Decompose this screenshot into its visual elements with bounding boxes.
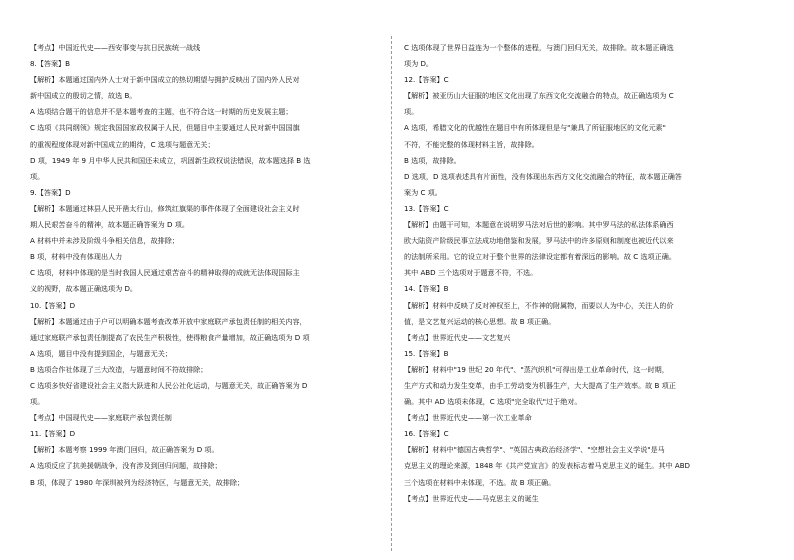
text-line: D 选项，D 选项表述具有片面性，没有体现出东西方文化交流融合的特征，故本题正确答 (404, 171, 682, 181)
text-line: 【解析】本题通过国内外人士对于新中国成立的热切期望与拥护反映出了国内外人民对 (30, 75, 300, 85)
right-column (404, 40, 774, 507)
text-line: B 选项合作社体现了三大改造，与题意时间不符故排除； (30, 364, 208, 374)
text-line: 【考点】世界近代史——文艺复兴 (404, 332, 511, 342)
text-line: 10.【答案】D (30, 300, 76, 310)
text-line: 新中国成立的殷切之情，故选 B。 (30, 91, 137, 101)
text-line: 12.【答案】C (404, 75, 449, 85)
text-line: C 选项《共同纲领》规定我国国家政权属于人民，但题目中主要通过人民对新中国国旗 (30, 123, 300, 133)
text-line: 期人民艰苦奋斗的精神，故本题正确答案为 D 项。 (30, 220, 189, 230)
text-line: 【解析】本题通过由于户可以明确本题考查改革开放中家庭联产承包责任制的相关内容， (30, 316, 307, 326)
text-line: 义的视野，故本题正确选项为 D。 (30, 284, 138, 294)
text-line: 【考点】中国现代史——家庭联产承包责任制 (30, 413, 172, 423)
text-line: 欧大陆资产阶级民事立法成功地借鉴和发展，罗马法中的许多原则和制度也被近代以来 (404, 236, 674, 246)
text-line: 11.【答案】D (30, 429, 76, 439)
text-line: 项为 D。 (404, 59, 433, 69)
text-line: 确。其中 AD 选项未体现，C 选项"完全取代"过于绝对。 (404, 397, 582, 407)
text-line: 16.【答案】C (404, 429, 449, 439)
text-line: B 选项，故排除。 (404, 155, 461, 165)
text-line: 通过家庭联产承包责任制提高了农民生产积极性，使得粮食产量增加，故正确选项为 D 项 (30, 332, 310, 342)
text-line: 项。 (30, 171, 45, 181)
text-line: A 选项，希腊文化的优越性在题目中有所体现但是与"兼具了所征服地区的文化元素" (404, 123, 666, 133)
text-line: 其中 ABD 三个选项对于题意不符，不选。 (404, 268, 538, 278)
text-line: B 项，体现了 1980 年深圳被列为经济特区，与题意无关，故排除； (30, 477, 245, 487)
text-line: 9.【答案】D (30, 187, 71, 197)
column-divider (391, 36, 392, 551)
text-line: 【解析】本题通过林县人民开凿太行山，修筑红旗渠的事件体现了全面建设社会主义时 (30, 203, 300, 213)
text-line: 13.【答案】C (404, 203, 449, 213)
text-line: B 项，材料中没有体现出人力 (30, 252, 123, 262)
left-column (30, 40, 400, 491)
text-line: 克思主义的理论来源，1848 年《共产党宣言》的发表标志着马克思主义的诞生。其中 ABD (404, 461, 691, 471)
text-line: 【解析】被亚历山大征服的地区文化出现了东西文化交流融合的特点，故正确选项为 C (404, 91, 674, 101)
text-line: A 选项反应了抗美援朝战争，没有涉及到回归问题，故排除； (30, 461, 222, 471)
text-line: 【考点】世界近代史——马克思主义的诞生 (404, 493, 539, 503)
text-line: C 选项多快好省建设社会主义指大跃进和人民公社化运动，与题意无关，故正确答案为 D (30, 380, 308, 390)
text-line: 【解析】材料中"19 世纪 20 年代"、"蒸汽织机"可得出是工业革命时代，这一时期， (404, 364, 669, 374)
text-line: 【解析】由题干可知，本题意在说明罗马法对后世的影响。其中罗马法的私法体系确西 (404, 220, 674, 230)
text-line: 的重视程度体现对新中国成立的期待，C 选项与题意无关； (30, 139, 215, 149)
text-line: C 选项，材料中体现的是当时我国人民通过艰苦奋斗的精神取得的成就无法体现国际主 (30, 268, 300, 278)
text-line: 项。 (404, 107, 419, 117)
text-line: 【考点】世界近代史——第一次工业革命 (404, 413, 532, 423)
text-line: 14.【答案】B (404, 284, 449, 294)
text-line: 15.【答案】B (404, 348, 449, 358)
text-line: 的法制所采用。它的设立对于整个世界的法律设定都有着深远的影响。故 C 选项正确。 (404, 252, 676, 262)
text-line: A 选项，题目中没有提到国企，与题意无关； (30, 348, 172, 358)
text-line: 项。 (30, 397, 45, 407)
text-line: 三个选项在材料中未体现，不选。故 B 项正确。 (404, 477, 556, 487)
text-line: 【解析】材料中反映了反对神权至上，不作神的附属物，而要以人为中心，关注人的价 (404, 300, 674, 310)
text-line: 【解析】本题考察 1999 年澳门回归，故正确答案为 D 项。 (30, 445, 219, 455)
text-line: 案为 C 项。 (404, 187, 442, 197)
text-line: A 材料中并未涉及阶级斗争相关信息，故排除； (30, 236, 179, 246)
text-line: 生产方式和动力发生变革，由手工劳动变为机器生产，大大提高了生产效率。故 B 项正 (404, 380, 676, 390)
text-line: C 选项体现了世界日益连为一个整体的进程，与澳门回归无关，故排除。故本题正确选 (404, 43, 674, 52)
text-line: 8.【答案】B (30, 59, 71, 69)
text-line: A 选项结合题干的信息并不是本题考查的主题，也不符合这一时期的历史发展主题； (30, 107, 293, 117)
text-line: 不符，不能完整的体现材料主旨，故排除。 (404, 139, 539, 149)
text-line: 【考点】中国近代史——西安事变与抗日民族统一战线 (30, 43, 201, 52)
text-line: 值，是文艺复兴运动的核心思想。故 B 项正确。 (404, 316, 556, 326)
text-line: 【解析】材料中"德国古典哲学"、"英国古典政治经济学"、"空想社会主义学说"是马 (404, 445, 665, 455)
text-line: D 项，1949 年 9 月中华人民共和国还未成立，巩固新生政权说法错误，故本题选择 B 选 (30, 155, 311, 165)
